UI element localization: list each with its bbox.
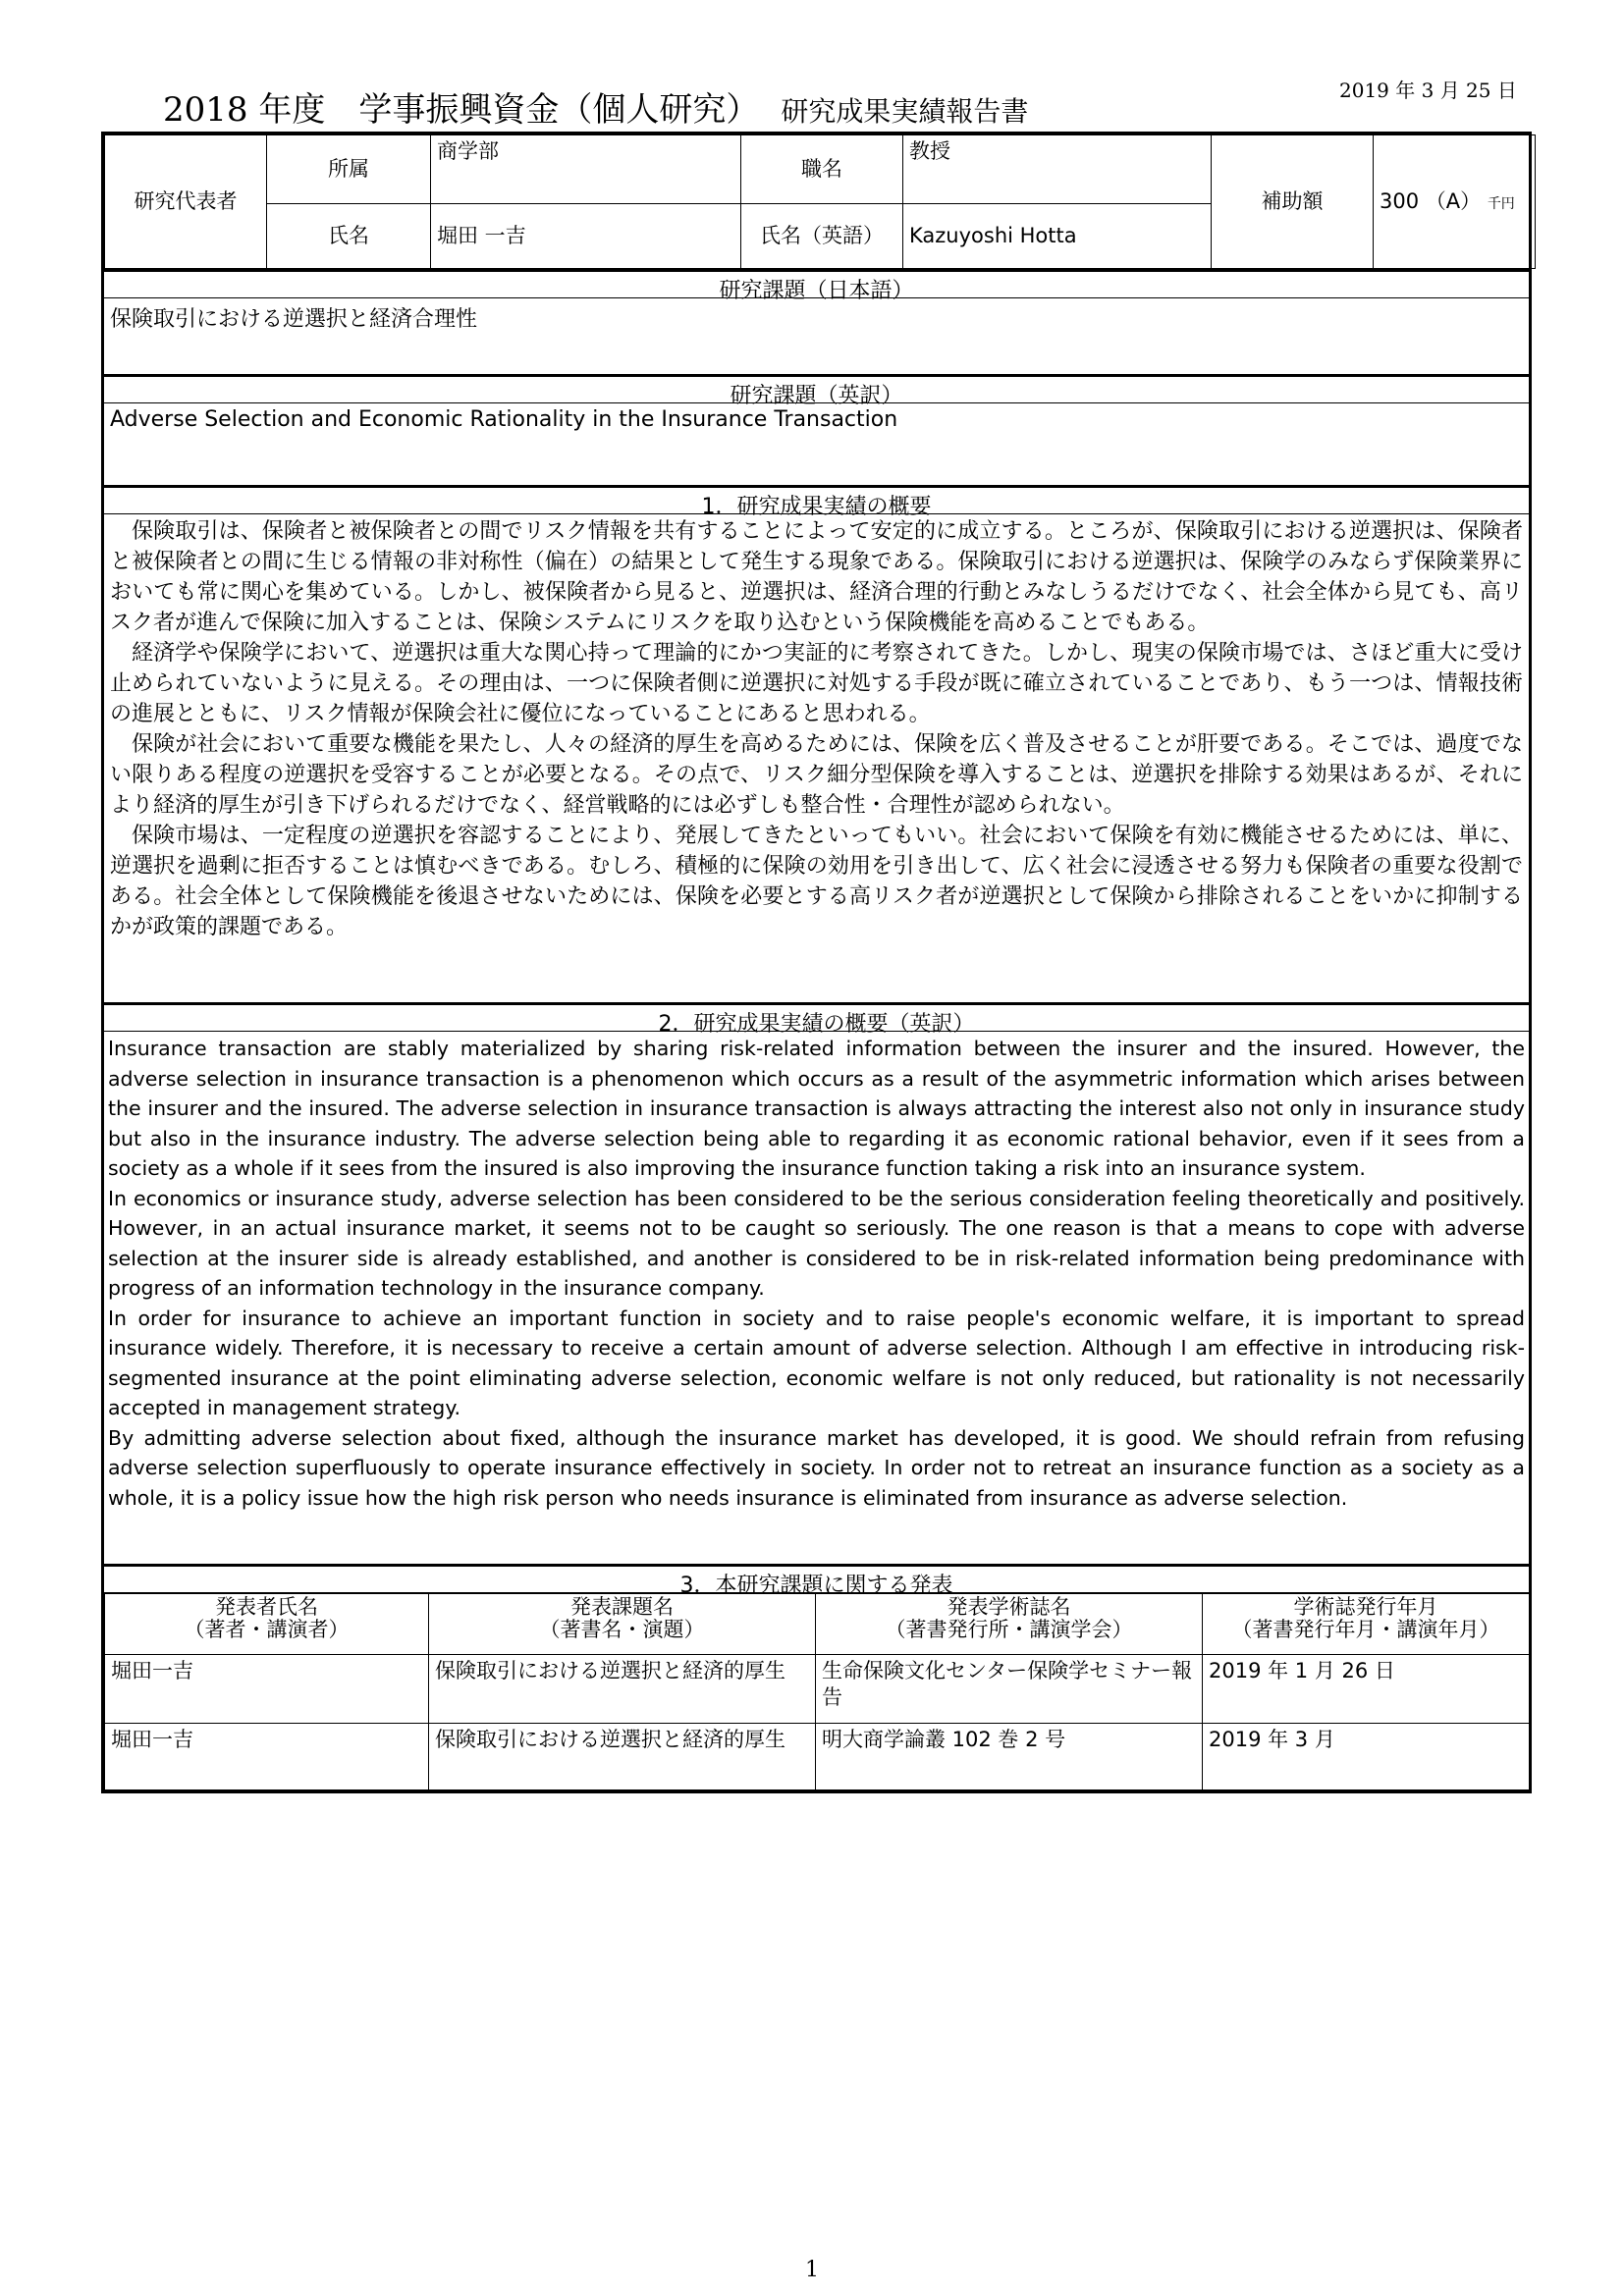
name-en-label: 氏名（英語） [741,204,903,269]
topic-ja-text: 保険取引における逆選択と経済合理性 [110,307,478,332]
pub-header-journal [816,1594,1203,1655]
publications-table [104,1593,1530,1790]
summary-ja-body [104,514,1529,1002]
grant-label: 補助額 [1212,135,1374,269]
pub-date: 2019 年 1 月 26 日 [1203,1655,1530,1724]
summary-ja-paragraph: 経済学や保険学において、逆選択は重大な関心持って理論的にかつ実証的に考察されてきた。しかし、現実の保険市場では、さほど重大に受け止められていないように見える。その理由は、一つに保険者側に逆選択に対処する手段が既に確立されていることであり、もう一つは、情報技術の進展とともに、リスク情報が保険会社に優位になっていることにあると思われる。 [110,641,1523,726]
title-sub: 研究成果実績報告書 [781,95,1029,128]
researcher-info-table [104,134,1536,269]
affiliation-value: 商学部 [431,135,741,204]
pub-header-author-sub: （著者・講演者） [184,1618,350,1642]
pub-header-date-sub: （著書発行年月・講演年月） [1231,1618,1500,1642]
summary-en-body [104,1032,1529,1564]
rep-label: 研究代表者 [105,135,267,269]
pub-title: 保険取引における逆選択と経済的厚生 [429,1724,816,1790]
pub-date: 2019 年 3 月 [1203,1724,1530,1790]
pub-header-title-main: 発表課題名 [570,1595,674,1619]
report-form [101,132,1532,1793]
pub-header-title [429,1594,816,1655]
grant-amount [1374,135,1536,269]
name-en-value: Kazuyoshi Hotta [903,204,1212,269]
topic-ja-heading: 研究課題（日本語） [104,269,1529,298]
grant-value: 300 （A） [1380,188,1482,213]
affiliation-label: 所属 [267,135,431,204]
pub-author: 堀田一吉 [105,1724,429,1790]
topic-en-text: Adverse Selection and Economic Rationality in the Insurance Transaction [110,407,898,432]
pub-header-author [105,1594,429,1655]
summary-ja-heading: 1．研究成果実績の概要 [104,485,1529,514]
summary-en-paragraph: In economics or insurance study, adverse selection has been considered to be the serious consideration feeling theoretically and positively. However, in an actual insurance market, it seems not to be caught so seriously. The one reason is that a means to cope with adverse selection at the insurer side is already established, and another is considered to be in risk-related information being predominance with progress of an information technology in the insurance company. [108,1186,1525,1300]
summary-en-paragraph: In order for insurance to achieve an important function in society and to raise people's economic welfare, it is important to spread insurance widely. Therefore, it is necessary to receive a certain amount of adverse selection. Although I am effective in introducing risk-segmented insurance at the point eliminating adverse selection, economic welfare is not only reduced, but rationality is not necessarily accepted in management strategy. [108,1306,1525,1419]
name-value: 堀田 一吉 [431,204,741,269]
position-label: 職名 [741,135,903,204]
summary-ja-paragraph: 保険市場は、一定程度の逆選択を容認することにより、発展してきたといってもいい。社会において保険を有効に機能させるためには、単に、逆選択を過剰に拒否することは慎むべきである。むしろ、積極的に保険の効用を引き出して、広く社会に浸透させる努力も保険者の重要な役割である。社会全体として保険機能を後退させないためには、保険を必要とする高リスク者が逆選択として保険から排除されることをいかに抑制するかが政策的課題である。 [110,824,1523,939]
pub-author: 堀田一吉 [105,1655,429,1724]
summary-ja-paragraph: 保険が社会において重要な機能を果たし、人々の経済的厚生を高めるためには、保険を広く普及させることが肝要である。そこでは、過度でない限りある程度の逆選択を受容することが必要となる。その点で、リスク細分型保険を導入することは、逆選択を排除する効果はあるが、それにより経済的厚生が引き下げられるだけでなく、経営戦略的には必ずしも整合性・合理性が認められない。 [110,732,1523,818]
pub-header-date-main: 学術誌発行年月 [1293,1595,1438,1619]
topic-en-heading: 研究課題（英訳） [104,374,1529,403]
pub-journal: 明大商学論叢 102 巻 2 号 [816,1724,1203,1790]
summary-en-heading: 2．研究成果実績の概要（英訳） [104,1002,1529,1032]
publications-heading: 3．本研究課題に関する発表 [104,1564,1529,1593]
summary-en-paragraph: Insurance transaction are stably materialized by sharing risk-related information between the insurer and the insured. However, the adverse selection in insurance transaction is a phenomenon which occurs as a result of the asymmetric information which arises between the insurer and the insured. The adverse selection in insurance transaction is always attracting the interest also not only in insurance study but also in the insurance industry. The adverse selection being able to regarding it as economic rational behavior, even if it sees from a society as a whole if it sees from the insured is also improving the insurance function taking a risk into an insurance system. [108,1037,1525,1180]
page-title [163,82,1028,131]
pub-header-journal-main: 発表学術誌名 [947,1595,1071,1619]
summary-ja-paragraph: 保険取引は、保険者と被保険者との間でリスク情報を共有することによって安定的に成立する。ところが、保険取引における逆選択は、保険者と被保険者との間に生じる情報の非対称性（偏在）の結果として発生する現象である。保険取引における逆選択は、保険学のみならず保険業界においても常に関心を集めている。しかし、被保険者から見ると、逆選択は、経済合理的行動とみなしうるだけでなく、社会全体から見ても、高リスク者が進んで保険に加入することは、保険システムにリスクを取り込むという保険機能を高めることでもある。 [110,519,1523,635]
pub-title: 保険取引における逆選択と経済的厚生 [429,1655,816,1724]
title-main: 2018 年度 学事振興資金（個人研究） [163,90,760,130]
pub-journal: 生命保険文化センター保険学セミナー報告 [816,1655,1203,1724]
pub-header-title-sub: （著書名・演題） [539,1618,705,1642]
grant-unit: 千円 [1487,195,1515,212]
pub-header-journal-sub: （著書発行所・講演学会） [885,1618,1133,1642]
page-number: 1 [805,2258,819,2282]
table-row [105,1724,1530,1790]
name-label: 氏名 [267,204,431,269]
pub-header-date [1203,1594,1530,1655]
summary-en-paragraph: By admitting adverse selection about fixed, although the insurance market has developed, it is good. We should refrain from refusing adverse selection superfluously to operate insurance effectively in society. In order not to retreat an insurance function as a society as a whole, it is a policy issue how the high risk person who needs insurance is eliminated from insurance as adverse selection. [108,1425,1525,1510]
pub-header-author-main: 発表者氏名 [215,1595,318,1619]
table-row [105,1655,1530,1724]
position-value: 教授 [903,135,1212,204]
report-date: 2019 年 3 月 25 日 [1339,79,1517,102]
